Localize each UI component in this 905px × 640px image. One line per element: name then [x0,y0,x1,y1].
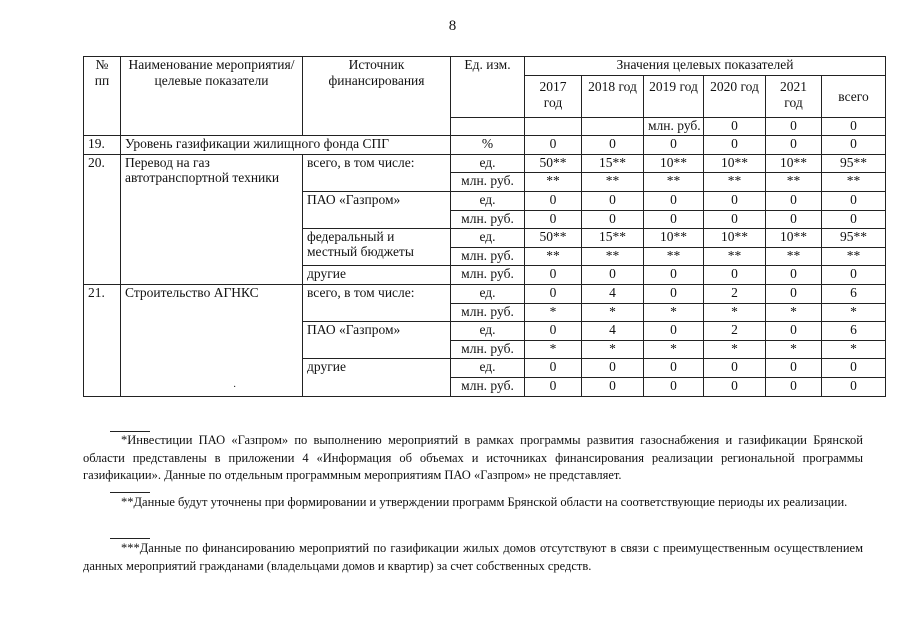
value-cell: 0 [822,266,886,285]
value-cell: ** [644,247,704,266]
value-cell: * [822,340,886,359]
value-cell: * [525,303,582,322]
value-cell: 0 [582,191,644,210]
unit-cell: ед. [451,154,525,173]
value-cell: 4 [582,322,644,341]
unit-cell: млн. руб. [451,303,525,322]
unit-cell: млн. руб. [451,340,525,359]
indicator-name-cell: Перевод на газ автотранспортной техники [121,154,303,284]
value-cell: 95** [822,229,886,248]
value-cell: 0 [822,359,886,378]
value-cell: 0 [704,377,766,396]
value-cell: 10** [766,154,822,173]
page-number: 8 [448,18,457,34]
unit-cell: млн. руб. [451,210,525,229]
unit-cell: млн. руб. [644,117,704,136]
row-number-cell: 19. [84,136,121,155]
value-cell: 0 [644,322,704,341]
unit-cell: млн. руб. [451,377,525,396]
value-cell: 0 [644,136,704,155]
value-cell: * [766,303,822,322]
value-cell: 50** [525,154,582,173]
indicator-name-cell: Уровень газификации жилищного фонда СПГ [121,136,451,155]
value-cell: 0 [766,210,822,229]
value-cell: * [644,303,704,322]
value-cell: ** [766,173,822,192]
indicator-name-cell: Строительство АГНКС [121,284,303,396]
value-cell: 0 [704,191,766,210]
header-values: Значения целевых показателей [525,57,886,76]
value-cell: * [766,340,822,359]
value-cell: 0 [704,117,766,136]
value-cell: 0 [822,191,886,210]
unit-cell: ед. [451,322,525,341]
value-cell: 0 [704,266,766,285]
value-cell: 10** [704,154,766,173]
value-cell: ** [704,173,766,192]
value-cell: * [525,340,582,359]
value-cell: 0 [644,359,704,378]
value-cell: ** [582,247,644,266]
value-cell: 0 [525,210,582,229]
value-cell: 0 [766,266,822,285]
value-cell: ** [525,247,582,266]
value-cell: * [582,303,644,322]
header-unit: Ед. изм. [451,57,525,118]
value-cell: 0 [822,210,886,229]
value-cell: ** [766,247,822,266]
value-cell: 0 [766,284,822,303]
value-cell: 0 [644,210,704,229]
value-cell: 0 [582,377,644,396]
table-row [84,284,886,303]
value-cell: 0 [582,210,644,229]
table-row [84,154,886,173]
table-header-row [84,57,886,76]
value-cell: ** [525,173,582,192]
value-cell: 15** [582,229,644,248]
unit-cell: млн. руб. [451,266,525,285]
value-cell: 10** [704,229,766,248]
value-cell: 0 [644,191,704,210]
value-cell: 0 [766,377,822,396]
value-cell: 0 [525,136,582,155]
stray-dot: · [233,382,237,393]
value-cell: 10** [644,154,704,173]
value-cell: 0 [525,266,582,285]
footnote-separator [110,492,150,493]
value-cell: * [822,303,886,322]
value-cell: 0 [822,117,886,136]
value-cell: 0 [766,136,822,155]
value-cell: 6 [822,322,886,341]
row-number-cell: 20. [84,154,121,284]
financing-source-cell: другие [303,266,451,285]
value-cell: 50** [525,229,582,248]
value-cell: * [644,340,704,359]
row-number-cell: 21. [84,284,121,396]
indicator-name-cell [525,117,582,136]
value-cell: 0 [582,359,644,378]
header-total: всего [822,75,886,117]
value-cell: 0 [704,359,766,378]
value-cell: 0 [704,136,766,155]
value-cell: * [704,303,766,322]
value-cell: 0 [525,377,582,396]
value-cell: 0 [525,322,582,341]
value-cell: 0 [644,377,704,396]
unit-cell: ед. [451,229,525,248]
value-cell: 10** [644,229,704,248]
value-cell: 6 [822,284,886,303]
unit-cell: млн. руб. [451,173,525,192]
target-indicators-table [83,56,886,397]
value-cell: 0 [822,136,886,155]
header-year-2018: 2018 год [582,75,644,117]
unit-cell: млн. руб. [451,247,525,266]
table-row [84,136,886,155]
value-cell: 15** [582,154,644,173]
financing-source-cell: федеральный и местный бюджеты [303,229,451,266]
financing-source-cell [582,117,644,136]
header-num: № пп [84,57,121,136]
header-year-2020: 2020 год [704,75,766,117]
footnote-1: *Инвестиции ПАО «Газпром» по выполнению мероприятий в рамках программы развития газоснабжения и газификации Брянской области представлены в приложении 4 «Информация об объемах и источниках финансирования реализации региональной программы газификации». Данные по отдельным программным мероприятиям ПАО «Газпром» не представляет. [83,433,863,482]
row-number-cell [451,117,525,136]
unit-cell: ед. [451,284,525,303]
financing-source-cell: всего, в том числе: [303,284,451,321]
financing-source-cell: всего, в том числе: [303,154,451,191]
value-cell: ** [822,173,886,192]
header-year-2017: 2017 год [525,75,582,117]
value-cell: 0 [525,284,582,303]
value-cell: 0 [766,322,822,341]
value-cell: 0 [525,359,582,378]
header-year-2021: 2021 год [766,75,822,117]
value-cell: 0 [582,266,644,285]
value-cell: 0 [766,191,822,210]
unit-cell: % [451,136,525,155]
value-cell: 0 [766,117,822,136]
value-cell: ** [704,247,766,266]
value-cell: 95** [822,154,886,173]
value-cell: ** [822,247,886,266]
value-cell: 0 [644,284,704,303]
footnote-3: ***Данные по финансированию мероприятий по газификации жилых домов отсутствуют в связи с преимущественным осуществлением данных мероприятий гражданами (владельцами домов и квартир) за счет собственных средств. [83,541,863,573]
header-name: Наименование мероприятия/целевые показатели [121,57,303,136]
financing-source-cell: ПАО «Газпром» [303,191,451,228]
value-cell: 2 [704,322,766,341]
value-cell: 10** [766,229,822,248]
value-cell: ** [644,173,704,192]
value-cell: 0 [525,191,582,210]
value-cell: 0 [644,266,704,285]
value-cell: 0 [582,136,644,155]
value-cell: 0 [822,377,886,396]
header-source: Источник финансирования [303,57,451,136]
footnote-separator [110,538,150,539]
value-cell: 0 [704,210,766,229]
value-cell: 2 [704,284,766,303]
value-cell: ** [582,173,644,192]
value-cell: 0 [766,359,822,378]
footnote-2: **Данные будут уточнены при формировании и утверждении программ Брянской области на соответствующие периоды их реализации. [121,495,848,509]
value-cell: * [704,340,766,359]
value-cell: 4 [582,284,644,303]
financing-source-cell: ПАО «Газпром» [303,322,451,359]
value-cell: * [582,340,644,359]
header-year-2019: 2019 год [644,75,704,117]
unit-cell: ед. [451,359,525,378]
unit-cell: ед. [451,191,525,210]
financing-source-cell: другие [303,359,451,396]
